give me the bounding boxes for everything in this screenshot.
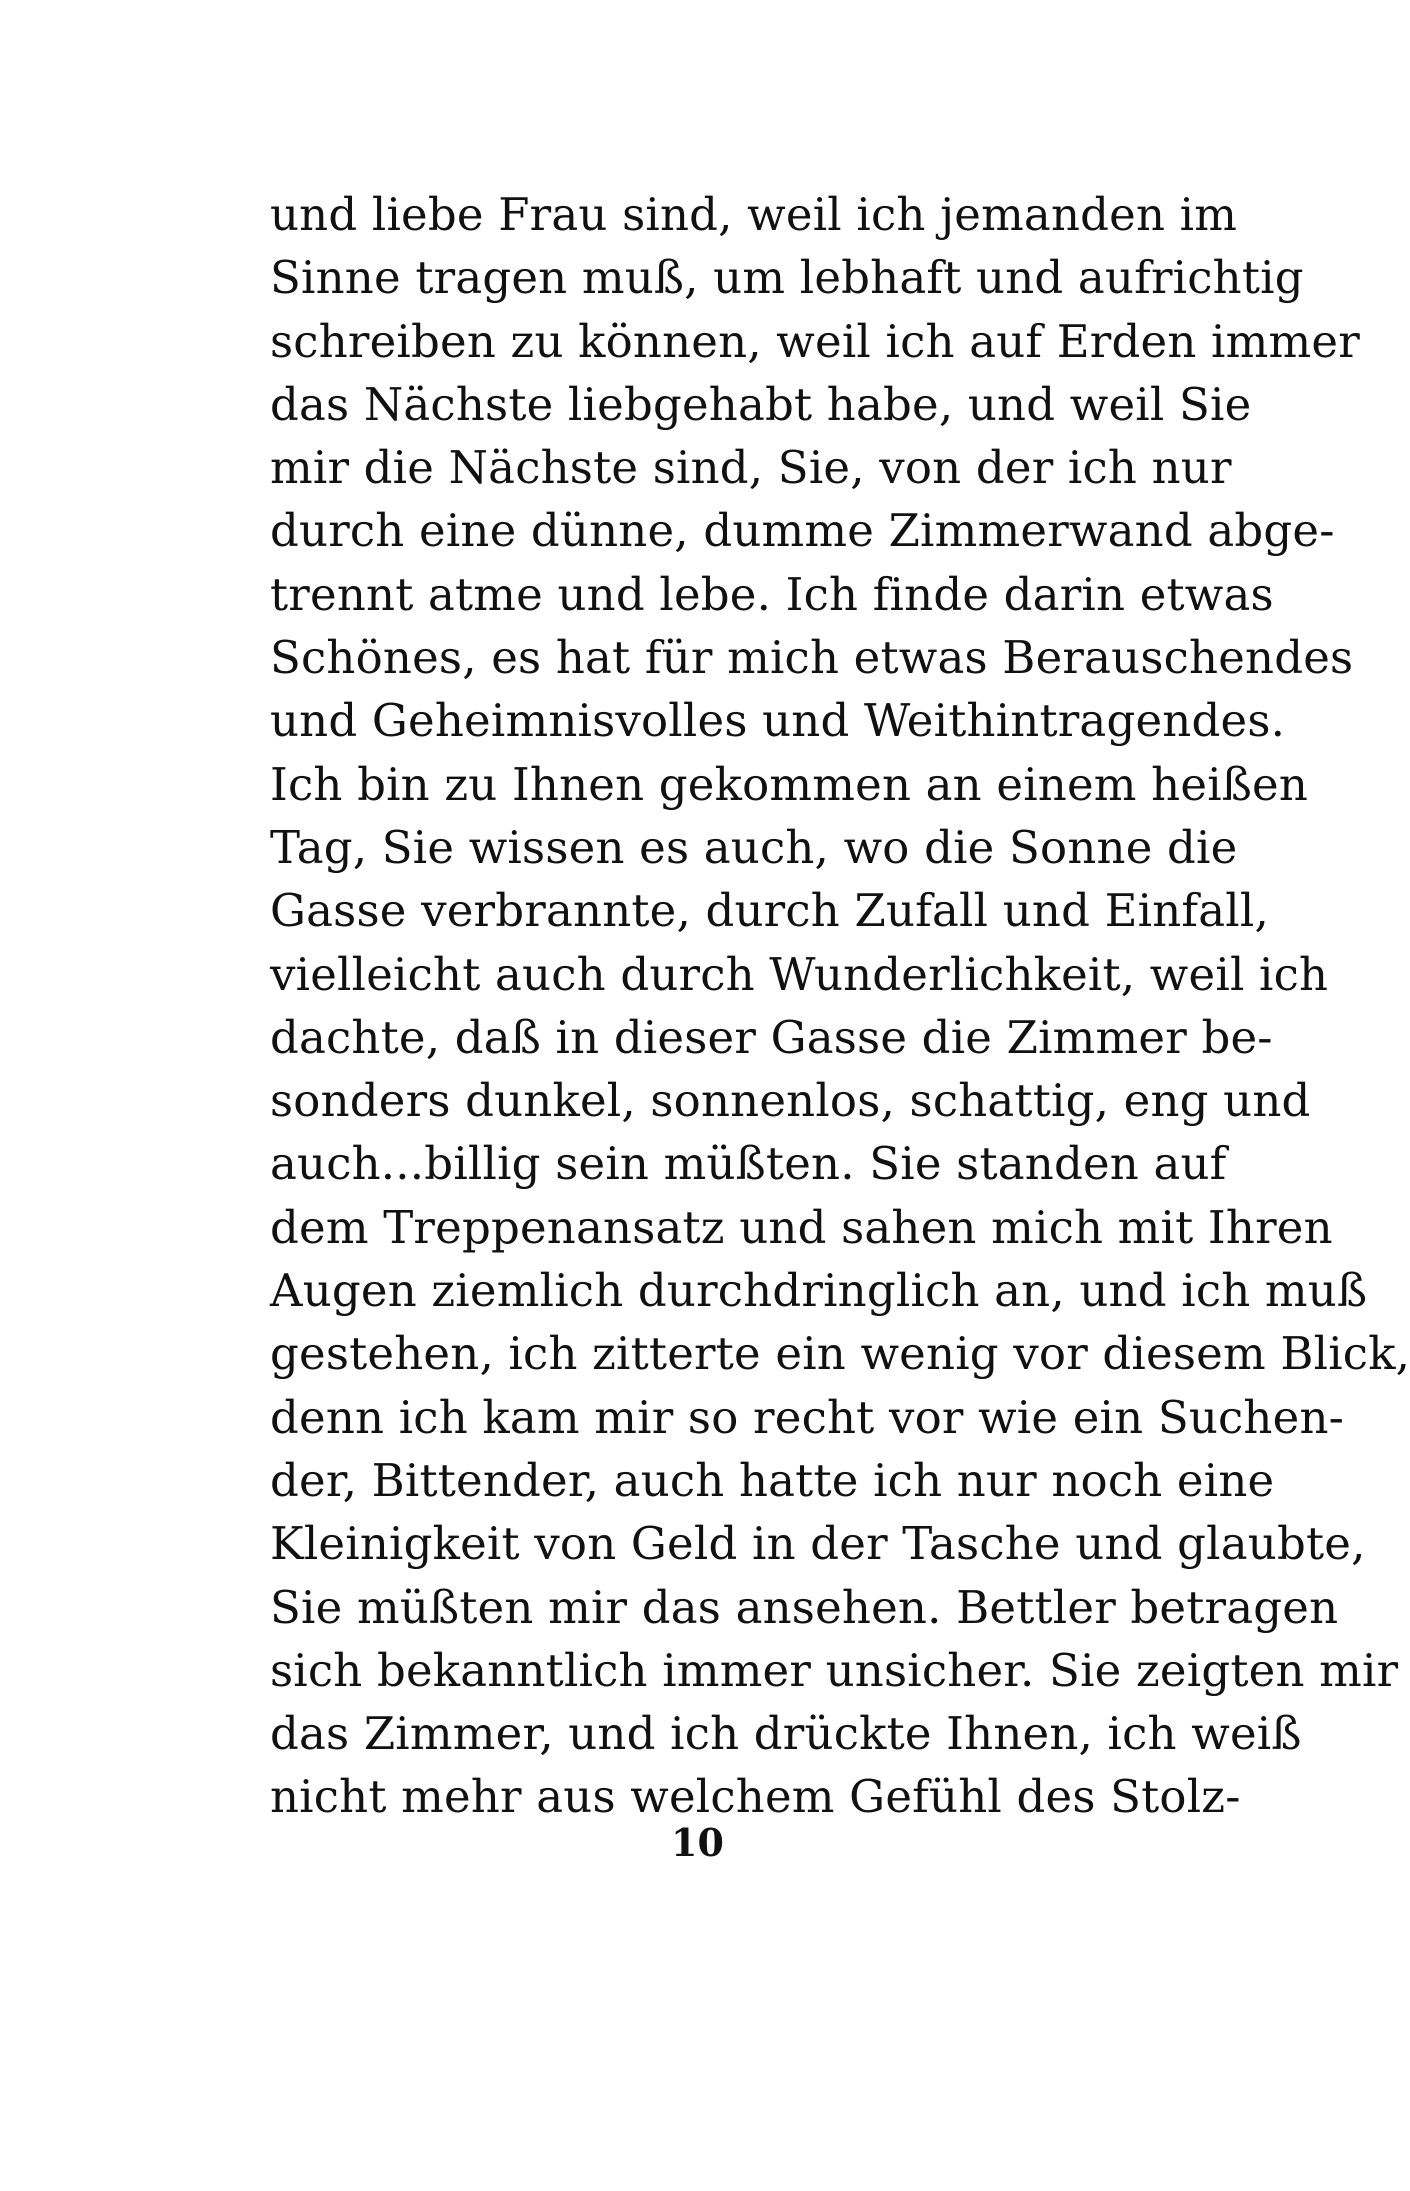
text-line: Augen ziemlich durchdringlich an, und ich muß xyxy=(270,1264,1368,1318)
text-line: nicht mehr aus welchem Gefühl des Stolz- xyxy=(270,1770,1241,1824)
text-line: vielleicht auch durch Wunderlichkeit, weil ich xyxy=(270,947,1329,1001)
page-number: 10 xyxy=(671,1820,724,1865)
text-line: das Zimmer, und ich drückte Ihnen, ich weiß xyxy=(270,1707,1302,1761)
text-line: Sinne tragen muß, um lebhaft und aufrichtig xyxy=(270,251,1304,305)
text-line: auch...billig sein müßten. Sie standen auf xyxy=(270,1137,1227,1191)
text-line: Sie müßten mir das ansehen. Bettler betragen xyxy=(270,1580,1339,1634)
body-text xyxy=(270,183,1410,1829)
text-line: und Geheimnisvolles und Weithintragendes. xyxy=(270,694,1286,748)
text-line: durch eine dünne, dumme Zimmerwand abge- xyxy=(270,504,1335,558)
text-line: dachte, daß in dieser Gasse die Zimmer be- xyxy=(270,1010,1273,1064)
text-line: Gasse verbrannte, durch Zufall und Einfall, xyxy=(270,884,1269,938)
text-line: schreiben zu können, weil ich auf Erden immer xyxy=(270,314,1360,368)
text-line: Ich bin zu Ihnen gekommen an einem heißen xyxy=(270,757,1309,811)
text-line: der, Bittender, auch hatte ich nur noch eine xyxy=(270,1453,1275,1507)
text-line: dem Treppenansatz und sahen mich mit Ihren xyxy=(270,1200,1333,1254)
text-line: trennt atme und lebe. Ich finde darin etwas xyxy=(270,567,1274,621)
text-line: das Nächste liebgehabt habe, und weil Sie xyxy=(270,377,1252,431)
text-line: denn ich kam mir so recht vor wie ein Suchen- xyxy=(270,1390,1345,1444)
text-line: mir die Nächste sind, Sie, von der ich nur xyxy=(270,441,1232,495)
text-line: sich bekanntlich immer unsicher. Sie zeigten mir xyxy=(270,1643,1399,1697)
text-line: Tag, Sie wissen es auch, wo die Sonne die xyxy=(270,820,1238,874)
text-line: Schönes, es hat für mich etwas Berauschendes xyxy=(270,631,1354,685)
text-line: sonders dunkel, sonnenlos, schattig, eng und xyxy=(270,1074,1311,1128)
text-line: gestehen, ich zitterte ein wenig vor diesem Blick, xyxy=(270,1327,1410,1381)
text-line: und liebe Frau sind, weil ich jemanden im xyxy=(270,188,1238,241)
text-line: Kleinigkeit von Geld in der Tasche und glaubte, xyxy=(270,1517,1366,1571)
